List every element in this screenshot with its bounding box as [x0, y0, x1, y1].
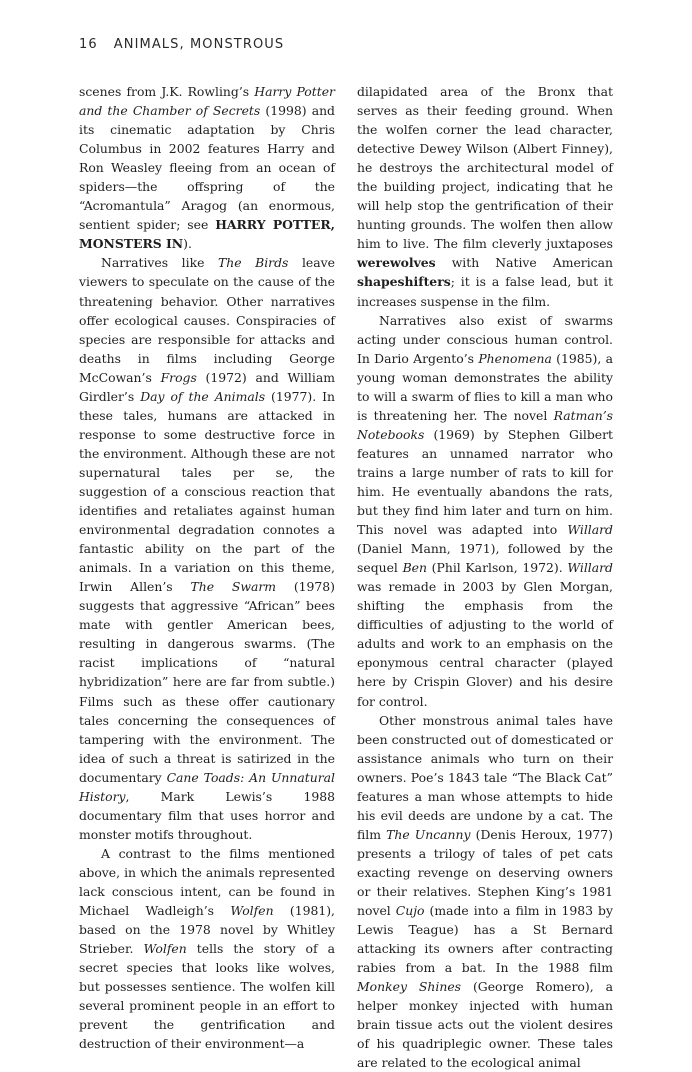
film-title: The Birds	[217, 255, 289, 271]
book-title: Ratman’s Notebooks	[357, 407, 613, 442]
film-title: Ben	[402, 560, 427, 576]
text-run: (1981), based on the 1978 novel by Whitley Strieber.	[79, 903, 335, 957]
film-title: Day of the Animals	[140, 388, 266, 404]
text-run: Narratives like	[101, 255, 218, 271]
text-run: (made into a film in 1983 by Lewis Teague) has a St Bernard attacking its owners after contracting rabies from a bat. In the 1988 film	[357, 903, 613, 976]
running-head	[79, 37, 284, 52]
film-title: Monkey Shines	[357, 979, 462, 995]
book-title: Cujo	[395, 903, 425, 919]
text-run: (Phil Karlson, 1972).	[427, 560, 568, 576]
cross-reference: werewolves	[357, 255, 436, 271]
film-title: Wolfen	[143, 941, 187, 957]
film-title: Willard	[567, 522, 613, 538]
text-run: ).	[183, 236, 192, 252]
text-run: (1969) by Stephen Gilbert features an unnamed narrator who trains a large number of rats to kill for him. He eventually abandons the rats, but they find him later and turn on him. This novel was adapted into	[357, 426, 613, 538]
film-title: Willard	[567, 560, 613, 576]
section-title: ANIMALS, MONSTROUS	[113, 37, 285, 52]
book-title: Harry Potter and the Chamber of Secrets	[79, 84, 335, 119]
text-run: scenes from J.K. Rowling’s	[79, 84, 255, 99]
paragraph	[357, 711, 613, 1072]
cross-reference: HARRY POTTER, MONSTERS IN	[79, 217, 335, 252]
paragraph	[79, 844, 335, 1054]
text-run: (1985), a young woman demonstrates the ability to will a swarm of flies to kill a man who is threatening her. The novel	[357, 350, 613, 423]
film-title: Frogs	[160, 369, 197, 385]
text-run: Narratives also exist of swarms acting under conscious human control. In Dario Argento’s	[357, 312, 613, 366]
text-run: (1972) and William Girdler’s	[79, 369, 335, 404]
text-run: (Daniel Mann, 1971), followed by the sequel	[357, 541, 613, 576]
left-column	[79, 82, 335, 1053]
text-run: (1977). In these tales, humans are attacked in response to some destructive force in the environment. Although these are not supernatural tales per se, the suggestion of a conscious reaction that identifies and retaliates against human environmental degradation connotes a fantastic ability on the part of the animals. In a variation on this theme, Irwin Allen’s	[79, 388, 335, 595]
cross-reference: shapeshifters	[357, 274, 451, 290]
film-title: Wolfen	[230, 903, 274, 919]
text-run: ; it is a false lead, but it increases suspense in the film.	[357, 274, 613, 309]
text-run: Other monstrous animal tales have been constructed out of domesticated or assistance animals who turn on their owners. Poe’s 1843 tale “The Black Cat” features a man whose attempts to hide his evil deeds are undone by a cat. The film	[357, 712, 613, 842]
paragraph	[79, 253, 335, 843]
page-number: 16	[79, 37, 98, 52]
text-run: tells the story of a secret species that looks like wolves, but possesses sentience. The wolfen kill several prominent people in an effort to prevent the gentrification and destruction of their environment—a	[79, 941, 335, 1052]
film-title: Cane Toads: An Unnatural History	[79, 769, 335, 804]
film-title: The Swarm	[190, 579, 277, 595]
text-run: , Mark Lewis’s 1988 documentary film that uses horror and monster motifs throughout.	[79, 788, 335, 842]
paragraph	[79, 82, 335, 253]
text-run: (George Romero), a helper monkey injected with human brain tissue acts out the violent desires of his quadriplegic owner. These tales are related to the ecological animal	[357, 979, 613, 1071]
right-column	[357, 82, 613, 1072]
text-run: (1978) suggests that aggressive “African” bees mate with gentler American bees, resulting in dangerous swarms. (The racist implications of “natural hybridization” here are far from subtle.) Films such as these offer cautionary tales concerning the consequences of tampering with the environment. The idea of such a threat is satirized in the documentary	[79, 579, 336, 785]
text-run: dilapidated area of the Bronx that serves as their feeding ground. When the wolfen corner the lead character, detective Dewey Wilson (Albert Finney), he destroys the architectural model of the building project, indicating that he will help stop the gentrification of their hunting grounds. The wolfen then allow him to live. The film cleverly juxtaposes	[357, 84, 613, 252]
text-run: (Denis Heroux, 1977) presents a trilogy of tales of pet cats exacting revenge on deserving owners or their relatives. Stephen King’s 1981 novel	[357, 826, 614, 919]
film-title: Phenomena	[478, 350, 552, 366]
text-run: A contrast to the films mentioned above, in which the animals represented lack conscious intent, can be found in Michael Wadleigh’s	[79, 845, 335, 919]
text-run: with Native American	[435, 255, 613, 271]
paragraph	[357, 82, 613, 311]
text-run: leave viewers to speculate on the cause of the threatening behavior. Other narratives offer ecological causes. Conspiracies of species are responsible for attacks and deaths in films including George McCowan’s	[79, 255, 335, 385]
film-title: The Uncanny	[386, 826, 471, 842]
paragraph	[357, 311, 613, 711]
text-run: was remade in 2003 by Glen Morgan, shifting the emphasis from the difficulties of adjusting to the world of adults and work to an emphasis on the eponymous central character (played here by Crispin Glover) and his desire for control.	[357, 579, 613, 709]
text-run: (1998) and its cinematic adaptation by Chris Columbus in 2002 features Harry and Ron Weasley fleeing from an ocean of spiders—the offspring of the “Acromantula” Aragog (an enormous, sentient spider; see	[79, 103, 335, 233]
